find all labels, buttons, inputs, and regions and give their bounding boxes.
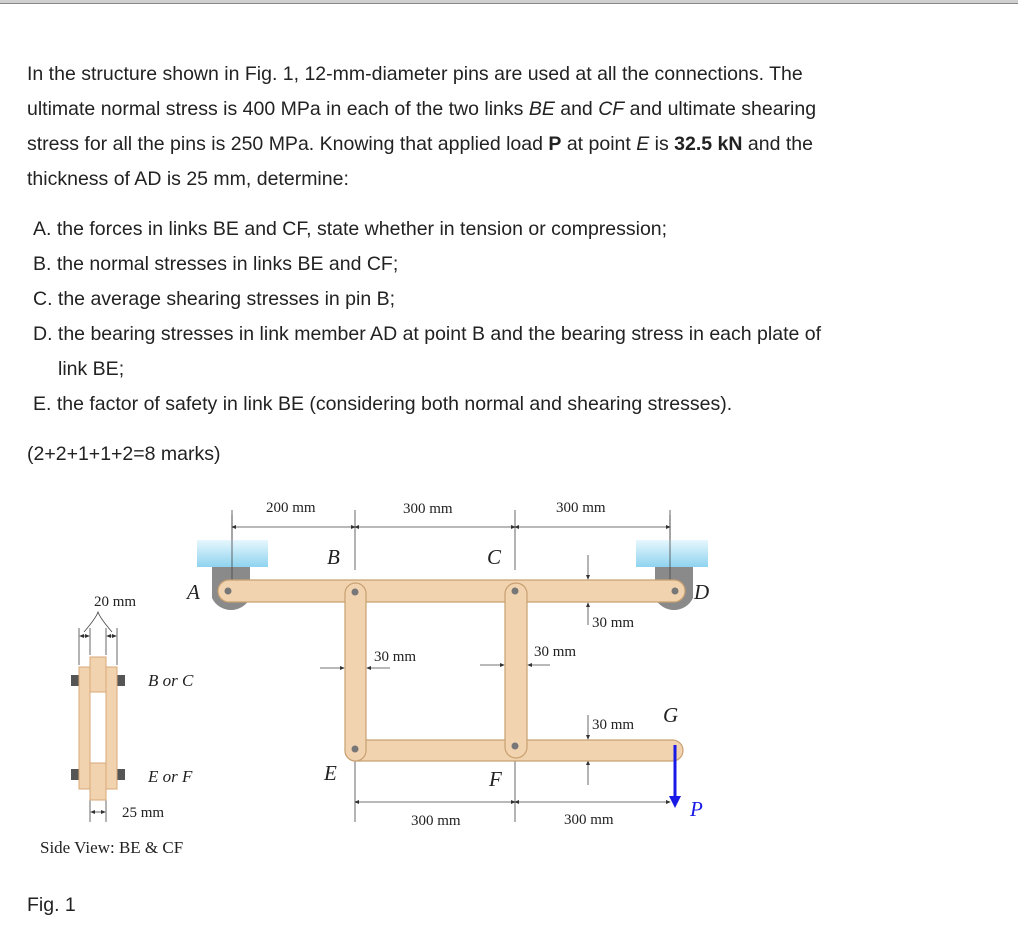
- dim-label: 30 mm: [374, 649, 417, 665]
- text: 32.5 kN: [674, 133, 743, 155]
- side-top-label: B or C: [148, 671, 194, 690]
- intro-line-4: thickness of AD is 25 mm, determine:: [27, 168, 349, 190]
- text: and ultimate shearing: [624, 98, 817, 120]
- link-cf: [505, 583, 527, 758]
- label-f: F: [489, 767, 502, 791]
- text: is: [649, 133, 675, 155]
- label-c: C: [487, 545, 502, 569]
- text: P: [548, 133, 562, 155]
- dim-label: 300 mm: [411, 813, 461, 829]
- label-g: G: [663, 703, 679, 727]
- dim-label: 300 mm: [403, 501, 453, 517]
- item-letter: E.: [33, 393, 52, 415]
- dim-label: 30 mm: [534, 644, 577, 660]
- label-d: D: [694, 580, 710, 604]
- dim-label: 30 mm: [592, 615, 635, 631]
- text: at point: [561, 133, 637, 155]
- dim-label: 300 mm: [564, 812, 614, 828]
- dim-label: 300 mm: [556, 500, 606, 516]
- dim-label: 200 mm: [266, 500, 316, 516]
- load-arrow-head: [669, 796, 681, 808]
- side-bottom-label: E or F: [148, 767, 193, 786]
- support-left: [197, 540, 268, 567]
- label-e: E: [324, 761, 337, 785]
- item-letter: D.: [33, 323, 53, 345]
- item-text-cont: link BE;: [58, 358, 125, 380]
- text: CF: [598, 98, 625, 120]
- side-view: [40, 594, 194, 857]
- item-text: the bearing stresses in link member AD at point B and the bearing stress in each plate of: [52, 323, 822, 345]
- side-view-caption: Side View: BE & CF: [40, 838, 184, 857]
- figure-caption: Fig. 1: [27, 894, 76, 916]
- label-p: P: [690, 797, 703, 821]
- intro-line-1: In the structure shown in Fig. 1, 12-mm-diameter pins are used at all the connections. The: [27, 63, 803, 85]
- text: BE: [528, 98, 555, 120]
- dimension-lines: [232, 510, 670, 822]
- text: and: [554, 98, 599, 120]
- label-b: B: [327, 545, 340, 569]
- item-text: the average shearing stresses in pin B;: [52, 288, 396, 310]
- members: [218, 580, 685, 761]
- item-text: the factor of safety in link BE (considering both normal and shearing stresses).: [51, 393, 733, 415]
- side-width-label: 20 mm: [94, 594, 137, 610]
- member-ad: [218, 580, 685, 602]
- item-text: the normal stresses in links BE and CF;: [51, 253, 399, 275]
- text: stress for all the pins is 250 MPa. Knowing that applied load: [27, 133, 549, 155]
- support-right: [636, 540, 708, 567]
- link-be: [345, 583, 366, 761]
- side-thickness-label: 25 mm: [122, 805, 165, 821]
- label-a: A: [187, 580, 200, 604]
- item-text: the forces in links BE and CF, state whether in tension or compression;: [51, 218, 668, 240]
- item-letter: C.: [33, 288, 53, 310]
- text: E: [636, 133, 650, 155]
- marks: (2+2+1+1+2=8 marks): [27, 443, 221, 465]
- dim-label: 30 mm: [592, 717, 635, 733]
- item-letter: A.: [33, 218, 52, 240]
- text: ultimate normal stress is 400 MPa in each of the two links: [27, 98, 529, 120]
- text: and the: [742, 133, 813, 155]
- item-letter: B.: [33, 253, 52, 275]
